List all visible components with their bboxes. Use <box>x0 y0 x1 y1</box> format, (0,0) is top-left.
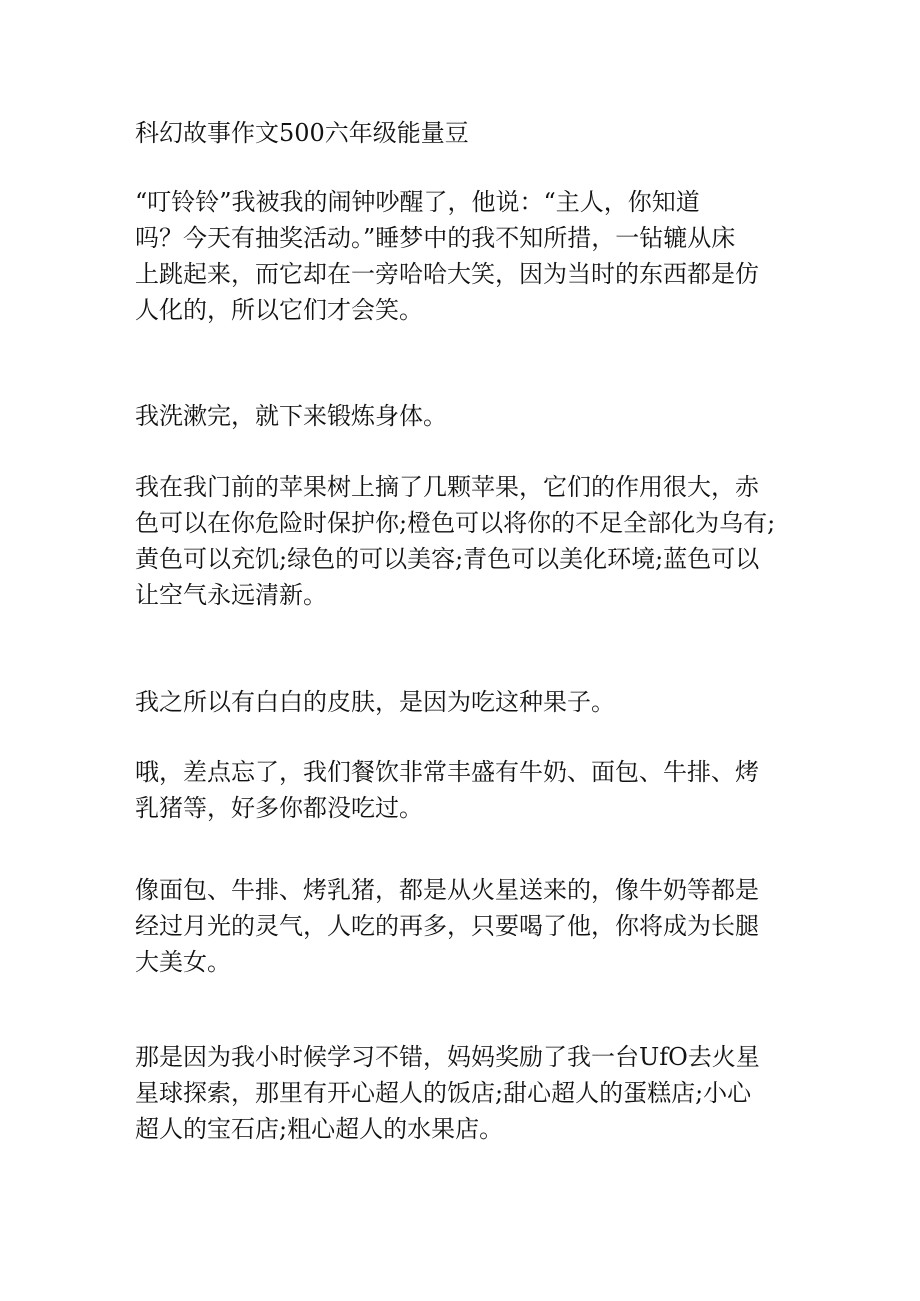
paragraph-ufo-reward: 那是因为我小时候学习不错，妈妈奖励了我一台UfO去火星 星球探索，那里有开心超人的饭店;甜心超人的蛋糕店;小心 超人的宝石店;粗心超人的水果店。 <box>135 1043 760 1143</box>
paragraph-exercise: 我洗漱完，就下来锻炼身体。 <box>135 402 447 430</box>
paragraph-white-skin: 我之所以有白白的皮肤，是因为吃这种果子。 <box>135 688 615 716</box>
document-title: 科幻故事作文500六年级能量豆 <box>135 119 469 147</box>
paragraph-apple-tree: 我在我门前的苹果树上摘了几颗苹果，它们的作用很大，赤 色可以在你危险时保护你;橙色可以将你的不足全部化为乌有; 黄色可以充饥;绿色的可以美容;青色可以美化环境;蓝色可以 让空气永远清新。 <box>135 473 776 609</box>
paragraph-alarm-clock: “叮铃铃”我被我的闹钟吵醒了，他说：“主人，你知道 吗？今天有抽奖活动。”睡梦中的我不知所措，一钻辘从床 上跳起来，而它却在一旁哈哈大笑，因为当时的东西都是仿 人化的，所以它们才会笑。 <box>135 188 759 324</box>
paragraph-food-from-mars: 像面包、牛排、烤乳猪，都是从火星送来的，像牛奶等都是 经过月光的灵气，人吃的再多，只要喝了他，你将成为长腿 大美女。 <box>135 876 759 976</box>
paragraph-meals: 哦，差点忘了，我们餐饮非常丰盛有牛奶、面包、牛排、烤 乳猪等，好多你都没吃过。 <box>135 758 759 822</box>
